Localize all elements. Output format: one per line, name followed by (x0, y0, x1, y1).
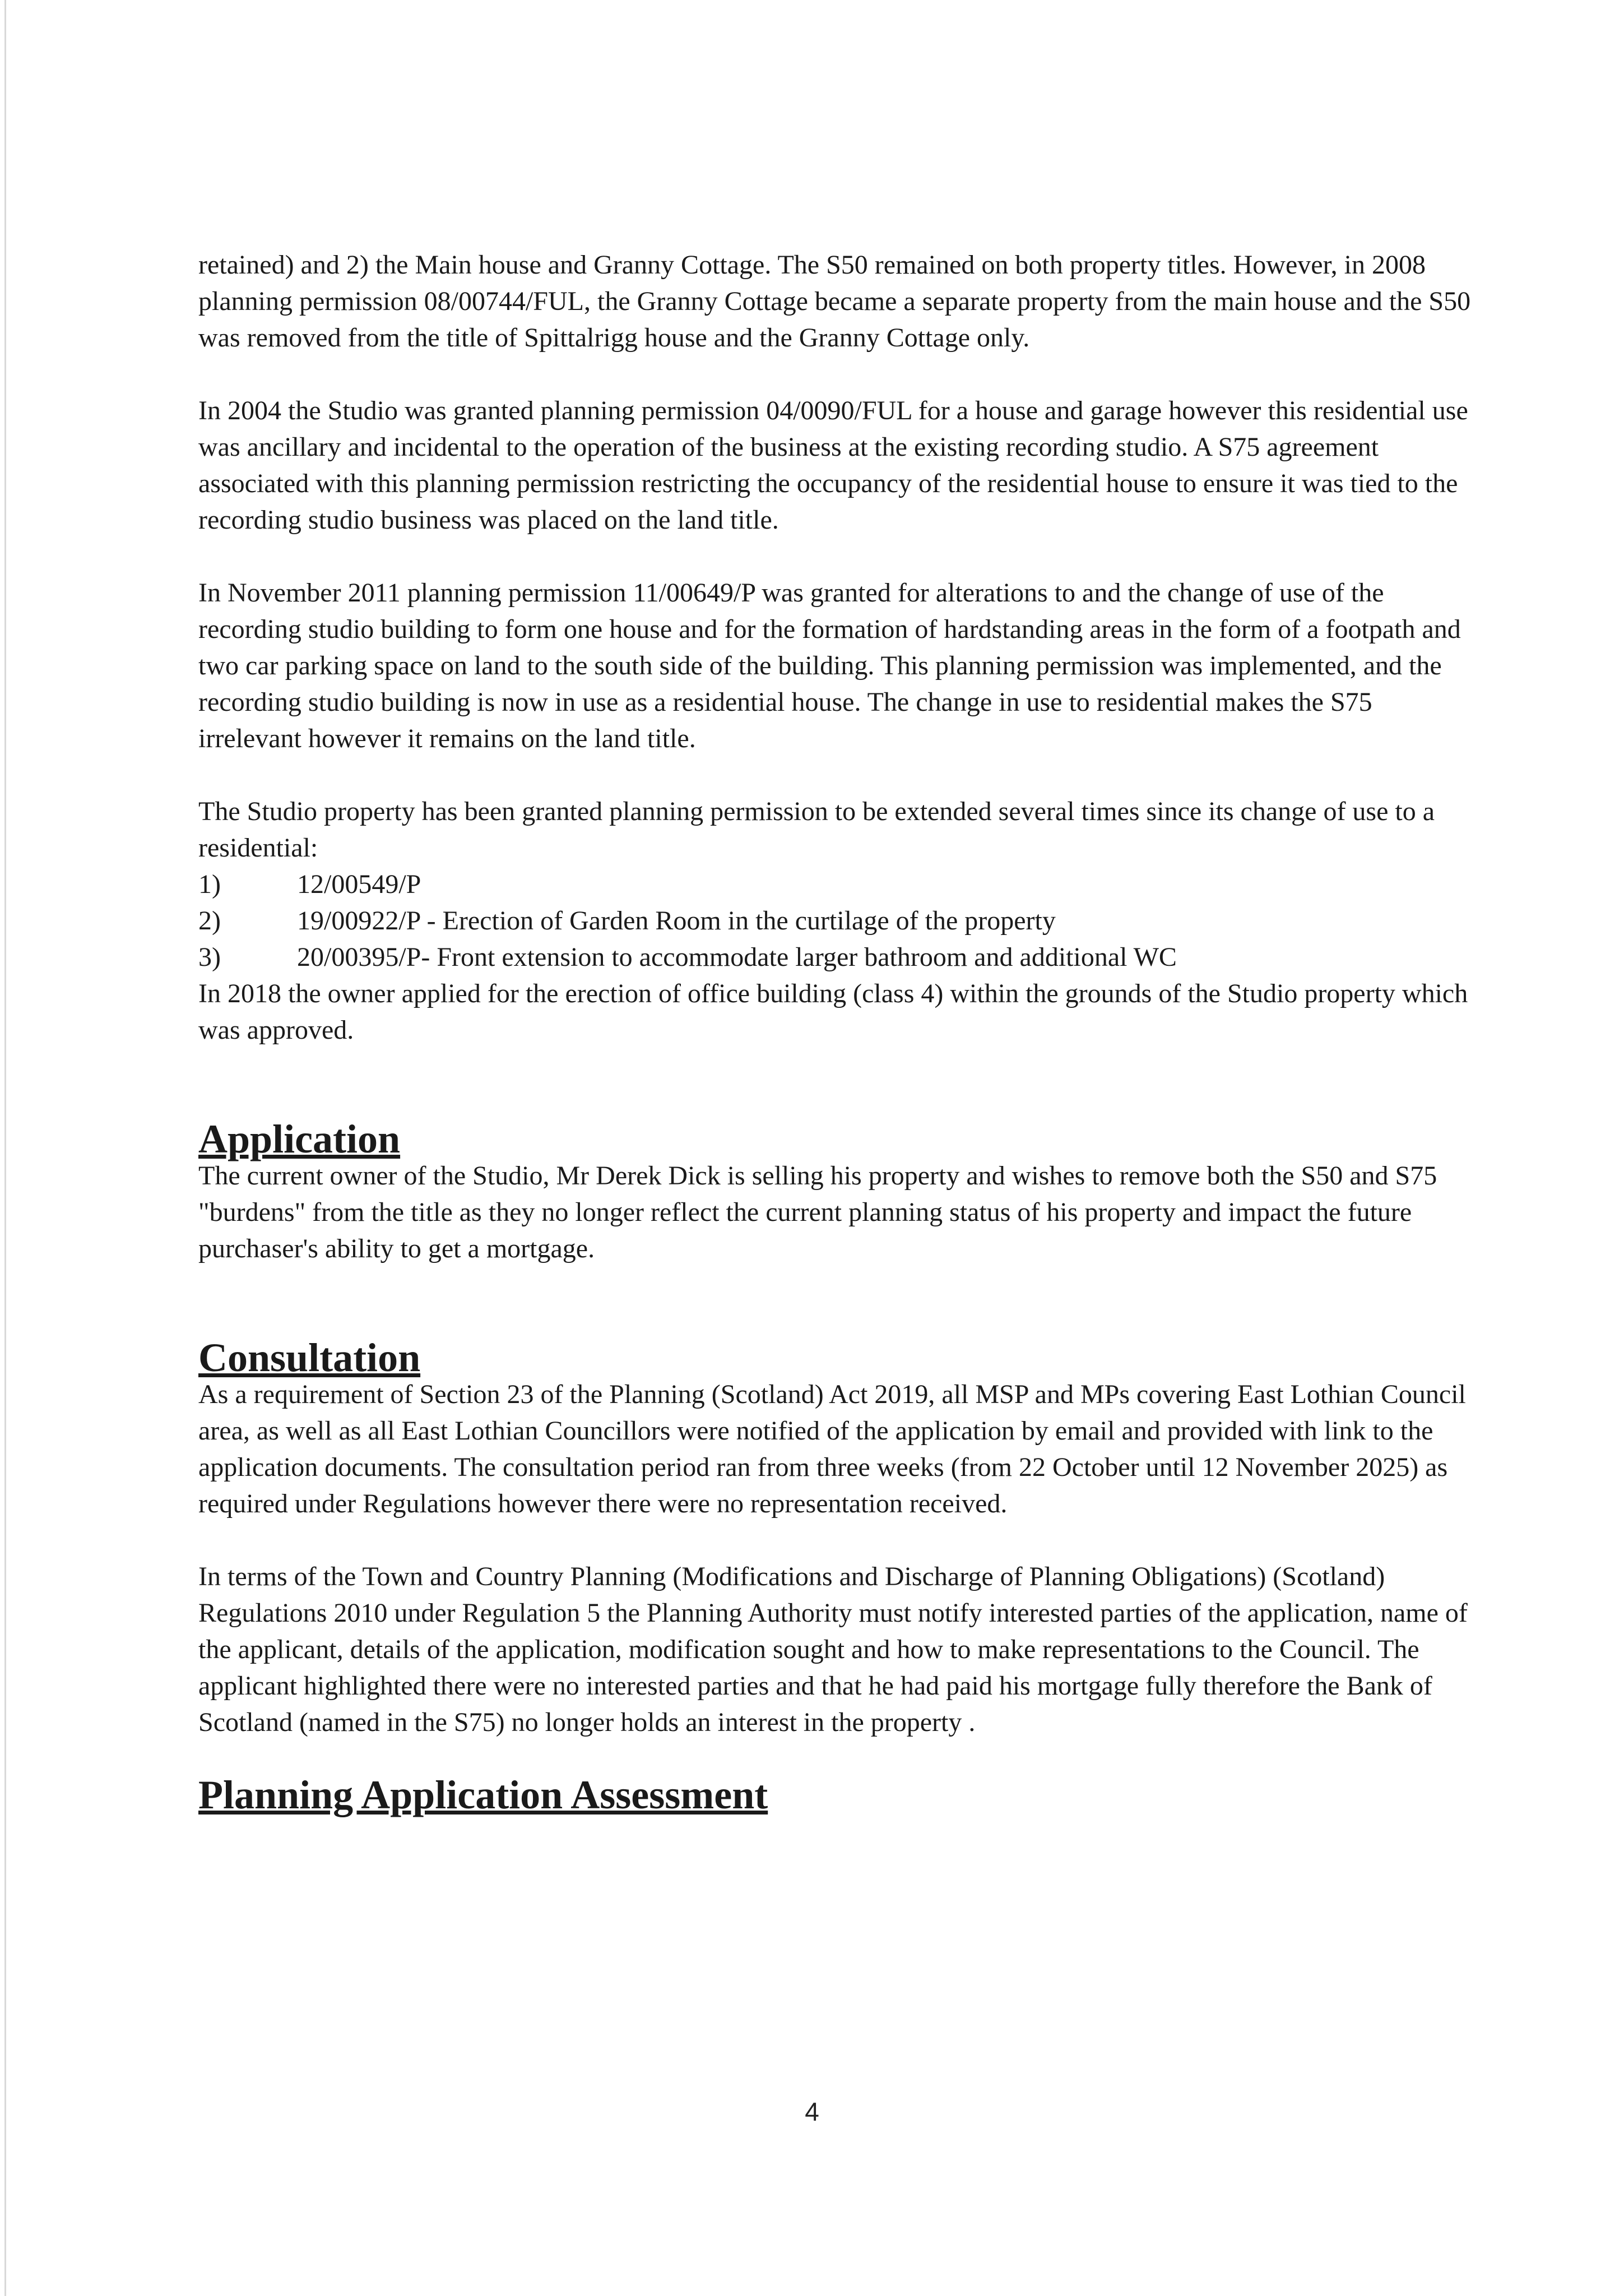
list-item-text: 19/00922/P - Erection of Garden Room in the curtilage of the property (297, 906, 1056, 936)
page-number: 4 (805, 2097, 819, 2126)
heading-consultation: Consultation (198, 1335, 421, 1380)
document-page (198, 247, 1476, 1817)
paragraph-studio-2004: In 2004 the Studio was granted planning permission 04/0090/FUL for a house and garage however this residential use was ancillary and incidental to the operation of the business at the existing recording studio. A S75 agreement associated with this planning permission restricting the occupancy of the residential house to ensure it was tied to the recording studio business was placed on the land title. (198, 396, 1468, 535)
paragraph-extensions-intro: The Studio property has been granted planning permission to be extended several times since its change of use to a residential: (198, 797, 1435, 863)
paragraph-title-history: retained) and 2) the Main house and Granny Cottage. The S50 remained on both property titles. However, in 2008 planning permission 08/00744/FUL, the Granny Cottage became a separate property from the main house and the S50 was removed from the title of Spittalrigg house and the Granny Cottage only. (198, 250, 1471, 353)
list-item-text: 20/00395/P- Front extension to accommodate larger bathroom and additional WC (297, 942, 1177, 972)
list-item (198, 902, 1476, 939)
list-item-number: 1) (198, 869, 221, 899)
paragraph-studio-2011: In November 2011 planning permission 11/00649/P was granted for alterations to and the change of use of the recording studio building to form one house and for the formation of hardstanding areas in the form of a footpath and two car parking space on land to the south side of the building. This planning permission was implemented, and the recording studio building is now in use as a residential house. The change in use to residential makes the S75 irrelevant however it remains on the land title. (198, 578, 1461, 753)
extensions-list (198, 866, 1476, 975)
heading-application: Application (198, 1117, 401, 1161)
list-item-number: 2) (198, 906, 221, 936)
paragraph-consultation: As a requirement of Section 23 of the Planning (Scotland) Act 2019, all MSP and MPs covering East Lothian Council area, as well as all East Lothian Councillors were notified of the application by email and provided with link to the application documents. The consultation period ran from three weeks (from 22 October until 12 November 2025) as required under Regulations however there were no representation received. (198, 1380, 1466, 1519)
list-item (198, 939, 1476, 975)
scan-edge-line (4, 0, 6, 2296)
list-item-number: 3) (198, 942, 221, 972)
list-item (198, 866, 1476, 902)
paragraph-application: The current owner of the Studio, Mr Derek Dick is selling his property and wishes to remove both the S50 and S75 "burdens" from the title as they no longer reflect the current planning status of his property and impact the future purchaser's ability to get a mortgage. (198, 1161, 1437, 1263)
list-item-text: 12/00549/P (297, 869, 421, 899)
heading-planning-assessment: Planning Application Assessment (198, 1772, 768, 1817)
paragraph-regulations: In terms of the Town and Country Planning (Modifications and Discharge of Planning Obligations) (Scotland) Regulations 2010 under Regulation 5 the Planning Authority must notify interested parties of the application, name of the applicant, details of the application, modification sought and how to make representations to the Council. The applicant highlighted there were no interested parties and that he had paid his mortgage fully therefore the Bank of Scotland (named in the S75) no longer holds an interest in the property . (198, 1562, 1468, 1737)
paragraph-office-2018: In 2018 the owner applied for the erection of office building (class 4) within the grounds of the Studio property which was approved. (198, 979, 1468, 1045)
